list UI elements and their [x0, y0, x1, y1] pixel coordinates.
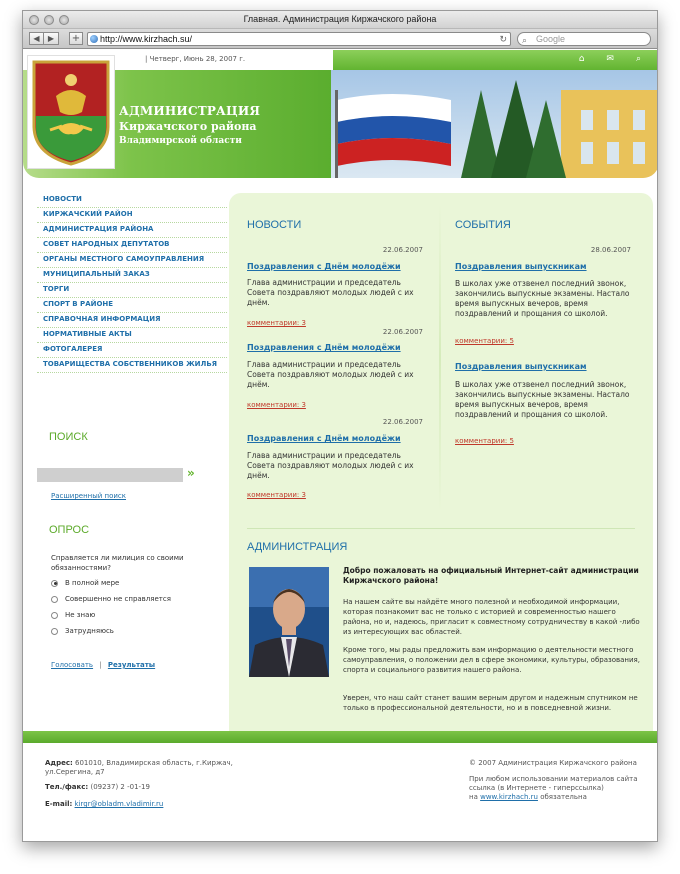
sidebar-item-reference[interactable]: СПРАВОЧНАЯ ИНФОРМАЦИЯ [37, 313, 227, 328]
news-date: 22.06.2007 [382, 328, 423, 336]
sidebar-item-council[interactable]: СОВЕТ НАРОДНЫХ ДЕПУТАТОВ [37, 238, 227, 253]
url-text: http://www.kirzhach.su/ [100, 34, 193, 44]
window-title: Главная. Администрация Киржачского района [243, 14, 437, 24]
sidebar-item-local-government[interactable]: ОРГАНЫ МЕСТНОГО САМОУПРАВЛЕНИЯ [37, 253, 227, 268]
top-icon-bar [333, 50, 658, 70]
results-link[interactable]: Результаты [107, 661, 156, 669]
advanced-search-link[interactable]: Расширенный поиск [51, 492, 127, 500]
header-subtitle: Киржачского района [119, 120, 257, 133]
current-date: | Четверг, Июнь 28, 2007 г. [145, 55, 246, 63]
notice-prefix: на [469, 793, 478, 801]
radio-selected[interactable] [51, 580, 58, 587]
news-date: 22.06.2007 [382, 418, 423, 426]
sidebar-item-regulations[interactable]: НОРМАТИВНЫЕ АКТЫ [37, 328, 227, 343]
sidebar-item-gallery[interactable]: ФОТОГАЛЕРЕЯ [37, 343, 227, 358]
link-separator: | [99, 661, 102, 669]
admin-paragraph: Уверен, что наш сайт станет вашим верным другом и надежным спутником не только в профессиональной деятельности, но и в повседневной жизни. [343, 694, 638, 712]
news-text: Глава администрации и председатель Совета поздравляют молодых людей с их днём. [247, 278, 414, 307]
site-header [23, 50, 658, 178]
phone-label: Тел./факс: [45, 783, 89, 791]
poll-option-not-coping[interactable] [51, 595, 171, 603]
search-icon[interactable]: ⌕ [635, 54, 641, 64]
sidebar-item-sport[interactable]: СПОРТ В РАЙОНЕ [37, 298, 227, 313]
radio-unselected[interactable] [51, 596, 58, 603]
site-search [37, 468, 207, 482]
sidebar-item-tenders[interactable]: ТОРГИ [37, 283, 227, 298]
event-date: 28.06.2007 [590, 246, 631, 254]
footer-email [45, 800, 163, 809]
radio-unselected[interactable] [51, 628, 58, 635]
event-headline[interactable]: Поздравления выпускникам [455, 362, 587, 371]
title-bar [23, 11, 657, 29]
address-label: Адрес: [45, 759, 73, 767]
email-link[interactable]: kirgr@obladm.vladimir.ru [74, 800, 164, 808]
search-icon: ⌕ [522, 35, 528, 45]
phone-value: (09237) 2 -01-19 [90, 783, 150, 791]
sidebar-menu [37, 193, 227, 373]
news-headline[interactable]: Поздравления с Днём молодёжи [247, 434, 401, 443]
event-headline[interactable]: Поздравления выпускникам [455, 262, 587, 271]
search-input[interactable] [37, 468, 183, 482]
search-title: ПОИСК [49, 431, 88, 443]
news-text: Глава администрации и председатель Совета поздравляют молодых людей с их днём. [247, 360, 414, 389]
head-of-administration-photo [249, 567, 329, 677]
email-label: E-mail: [45, 800, 73, 808]
radio-unselected[interactable] [51, 612, 58, 619]
news-headline[interactable]: Поздравления с Днём молодёжи [247, 343, 401, 352]
event-text: В школах уже отзвенел последний звонок, закончились выпускные экзамены. Настало время выпускных вечеров, время поздравлений и прощания со школой. [455, 279, 630, 318]
poll-question: Справляется ли милиция со своими обязанностями? [51, 554, 184, 572]
browser-toolbar [23, 29, 657, 49]
notice-suffix: обязательна [540, 793, 587, 801]
news-comments-link[interactable]: комментарии: 3 [247, 401, 306, 409]
admin-paragraph: Кроме того, мы рады предложить вам информацию о деятельности местного самоуправления, о положении дел в сфере экономики, культуры, образования, спорта и социального развития нашего района. [343, 646, 640, 674]
sidebar-item-administration[interactable]: АДМИНИСТРАЦИЯ РАЙОНА [37, 223, 227, 238]
browser-window [22, 10, 658, 842]
footer-notice-line [469, 793, 587, 802]
sidebar-item-housing[interactable]: ТОВАРИЩЕСТВА СОБСТВЕННИКОВ ЖИЛЬЯ [37, 358, 227, 373]
search-submit-icon[interactable]: » [187, 466, 195, 480]
news-comments-link[interactable]: комментарии: 3 [247, 491, 306, 499]
news-section-title: НОВОСТИ [247, 219, 302, 231]
footer-notice: При любом использовании материалов сайта ссылка (в Интернете - гиперссылка) [469, 775, 638, 792]
admin-welcome-lead: Добро пожаловать на официальный Интернет-сайт администрации Киржачского района! [343, 566, 639, 585]
footer-copyright: © 2007 Администрация Киржачского района [469, 759, 637, 767]
main-content [229, 193, 653, 738]
news-comments-link[interactable]: комментарии: 3 [247, 319, 306, 327]
event-text: В школах уже отзвенел последний звонок, закончились выпускные экзамены. Настало время выпускных вечеров, время поздравлений и прощания со школой. [455, 380, 630, 419]
home-icon[interactable]: ⌂ [578, 54, 585, 64]
search-placeholder: Google [536, 34, 566, 44]
column-divider [439, 203, 441, 513]
nav-buttons [29, 32, 59, 45]
sidebar-item-district[interactable]: КИРЖАЧСКИЙ РАЙОН [37, 208, 227, 223]
poll-option-label: Совершенно не справляется [65, 595, 171, 603]
poll-title: ОПРОС [49, 524, 90, 536]
admin-section-title: АДМИНИСТРАЦИЯ [247, 541, 348, 553]
address-value: 601010, Владимирская область, г.Киржач, ул.Серегина, д7 [45, 759, 233, 776]
poll-option-label: Не знаю [65, 611, 96, 619]
event-comments-link[interactable]: комментарии: 5 [455, 437, 514, 445]
news-headline[interactable]: Поздравления с Днём молодёжи [247, 262, 401, 271]
sidebar-item-municipal-order[interactable]: МУНИЦИПАЛЬНЫЙ ЗАКАЗ [37, 268, 227, 283]
news-date: 22.06.2007 [382, 246, 423, 254]
site-link[interactable]: www.kirzhach.ru [480, 793, 538, 801]
header-title: АДМИНИСТРАЦИЯ [119, 104, 261, 118]
reload-icon[interactable]: ↻ [499, 34, 507, 44]
back-button[interactable]: ◀ [29, 32, 44, 45]
header-photo-flag-building [331, 70, 658, 178]
footer-address [45, 759, 245, 777]
site-footer [23, 743, 658, 842]
poll-option-full[interactable] [51, 579, 119, 587]
event-comments-link[interactable]: комментарии: 5 [455, 337, 514, 345]
poll-option-label: В полной мере [65, 579, 120, 587]
poll-option-dont-know[interactable] [51, 611, 95, 619]
admin-paragraph: На нашем сайте вы найдёте много полезной и необходимой информации, которая познакомит вас не только с историей и современностью нашего района, но и, надеюсь, пригласит к совместному сотрудничеству в какой -либо из интересующих вас областей. [343, 598, 640, 636]
coat-of-arms-logo[interactable] [27, 55, 115, 169]
poll-option-label: Затрудняюсь [65, 627, 114, 635]
vote-link[interactable]: Голосовать [51, 661, 94, 669]
news-text: Глава администрации и председатель Совета поздравляют молодых людей с их днём. [247, 451, 414, 480]
mail-icon[interactable]: ✉ [606, 54, 614, 64]
browser-search-field[interactable] [517, 32, 651, 46]
poll-option-hard-to-say[interactable] [51, 627, 114, 635]
events-section-title: СОБЫТИЯ [455, 219, 511, 231]
poll-links [51, 661, 155, 669]
footer-phone [45, 783, 150, 792]
add-bookmark-button[interactable]: + [69, 32, 83, 45]
forward-button[interactable]: ▶ [44, 32, 59, 45]
footer-bar [23, 731, 658, 743]
globe-icon [90, 35, 98, 43]
address-bar[interactable] [87, 32, 511, 46]
header-region: Владимирской области [119, 136, 242, 146]
section-divider [247, 528, 635, 529]
sidebar-item-news[interactable]: НОВОСТИ [37, 193, 227, 208]
